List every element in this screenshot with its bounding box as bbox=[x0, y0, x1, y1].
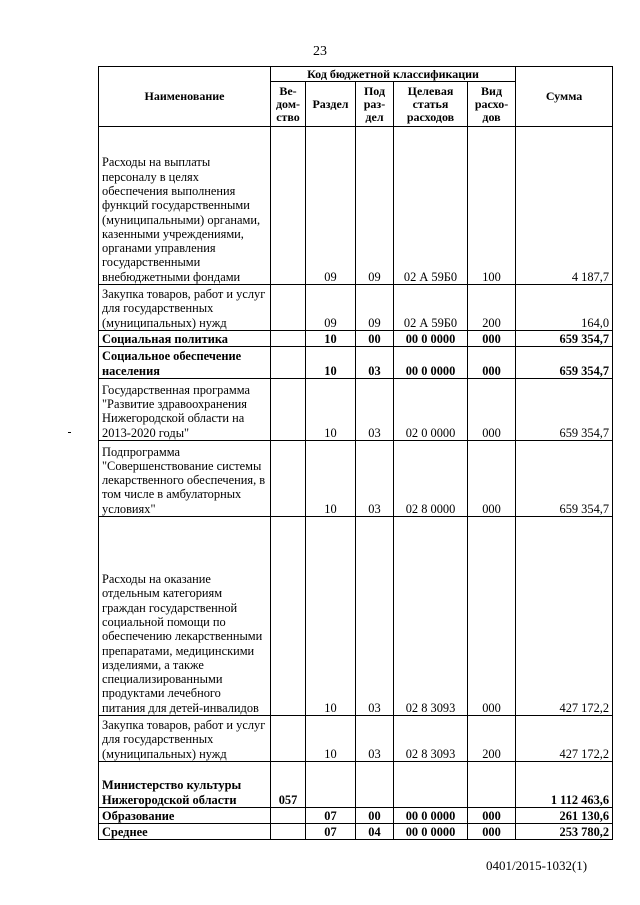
cell-sum: 261 130,6 bbox=[516, 808, 613, 824]
cell-sum: 659 354,7 bbox=[516, 379, 613, 441]
cell-sum: 1 112 463,6 bbox=[516, 762, 613, 808]
cell-expense-type: 000 bbox=[468, 331, 516, 347]
cell-expense-type: 100 bbox=[468, 127, 516, 285]
table-row bbox=[99, 441, 613, 517]
cell-section: 10 bbox=[306, 379, 356, 441]
cell-department bbox=[271, 441, 306, 517]
cell-sum: 659 354,7 bbox=[516, 331, 613, 347]
cell-subsection: 03 bbox=[356, 379, 394, 441]
cell-sum: 253 780,2 bbox=[516, 824, 613, 840]
table-body bbox=[99, 127, 613, 840]
cell-name: Социальная политика bbox=[99, 331, 271, 347]
cell-target-article: 00 0 0000 bbox=[394, 331, 468, 347]
cell-subsection: 03 bbox=[356, 716, 394, 762]
cell-name: Закупка товаров, работ и услуг для государственных (муниципальных) нужд bbox=[99, 716, 271, 762]
table-row bbox=[99, 824, 613, 840]
cell-target-article: 02 А 59Б0 bbox=[394, 285, 468, 331]
header-name: Наименование bbox=[99, 67, 271, 127]
cell-department bbox=[271, 716, 306, 762]
cell-sum: 659 354,7 bbox=[516, 347, 613, 379]
cell-target-article: 00 0 0000 bbox=[394, 347, 468, 379]
cell-subsection: 00 bbox=[356, 808, 394, 824]
cell-name: Расходы на оказание отдельным категориям граждан государственной социальной помощи по обеспечению лекарственными препаратами, медицинскими изделиями, а также специализированными продуктами лечебного питания для детей-инвалидов bbox=[99, 517, 271, 716]
cell-section: 09 bbox=[306, 285, 356, 331]
cell-expense-type: 000 bbox=[468, 808, 516, 824]
cell-target-article: 02 8 3093 bbox=[394, 517, 468, 716]
table-row bbox=[99, 716, 613, 762]
cell-name: Закупка товаров, работ и услуг для государственных (муниципальных) нужд bbox=[99, 285, 271, 331]
cell-expense-type: 000 bbox=[468, 441, 516, 517]
cell-target-article: 00 0 0000 bbox=[394, 824, 468, 840]
cell-section: 09 bbox=[306, 127, 356, 285]
cell-subsection: 03 bbox=[356, 441, 394, 517]
cell-section: 07 bbox=[306, 808, 356, 824]
cell-section: 10 bbox=[306, 347, 356, 379]
cell-subsection: 09 bbox=[356, 127, 394, 285]
cell-section: 10 bbox=[306, 517, 356, 716]
header-section: Раздел bbox=[306, 82, 356, 127]
cell-expense-type: 000 bbox=[468, 517, 516, 716]
table-row bbox=[99, 808, 613, 824]
margin-mark bbox=[68, 432, 71, 433]
cell-target-article: 02 0 0000 bbox=[394, 379, 468, 441]
cell-section: 10 bbox=[306, 441, 356, 517]
table-row bbox=[99, 762, 613, 808]
cell-expense-type bbox=[468, 762, 516, 808]
cell-subsection: 04 bbox=[356, 824, 394, 840]
cell-subsection: 00 bbox=[356, 331, 394, 347]
header-department: Ве- дом- ство bbox=[271, 82, 306, 127]
cell-target-article bbox=[394, 762, 468, 808]
table-row bbox=[99, 331, 613, 347]
cell-subsection: 03 bbox=[356, 517, 394, 716]
cell-department bbox=[271, 379, 306, 441]
table-row bbox=[99, 379, 613, 441]
budget-table bbox=[98, 66, 613, 840]
cell-target-article: 02 8 0000 bbox=[394, 441, 468, 517]
header-expense-type: Вид расхо- дов bbox=[468, 82, 516, 127]
cell-sum: 427 172,2 bbox=[516, 517, 613, 716]
header-classification-group: Код бюджетной классификации bbox=[271, 67, 516, 82]
cell-sum: 659 354,7 bbox=[516, 441, 613, 517]
header-target-article: Целевая статья расходов bbox=[394, 82, 468, 127]
cell-name: Социальное обеспечение населения bbox=[99, 347, 271, 379]
header-subsection: Под раз- дел bbox=[356, 82, 394, 127]
cell-expense-type: 000 bbox=[468, 347, 516, 379]
cell-expense-type: 200 bbox=[468, 285, 516, 331]
cell-subsection: 09 bbox=[356, 285, 394, 331]
cell-department: 057 bbox=[271, 762, 306, 808]
cell-department bbox=[271, 824, 306, 840]
document-code: 0401/2015-1032(1) bbox=[486, 858, 588, 873]
cell-sum: 427 172,2 bbox=[516, 716, 613, 762]
cell-sum: 4 187,7 bbox=[516, 127, 613, 285]
cell-expense-type: 200 bbox=[468, 716, 516, 762]
cell-expense-type: 000 bbox=[468, 824, 516, 840]
cell-target-article: 02 8 3093 bbox=[394, 716, 468, 762]
cell-department bbox=[271, 285, 306, 331]
cell-department bbox=[271, 127, 306, 285]
cell-name: Расходы на выплаты персоналу в целях обеспечения выполнения функций государственными (муниципальными) органами, казенными учреждениями, органами управления государственными внебюджетными фондами bbox=[99, 127, 271, 285]
table-row bbox=[99, 285, 613, 331]
table-row bbox=[99, 347, 613, 379]
cell-section: 10 bbox=[306, 331, 356, 347]
cell-name: Министерство культуры Нижегородской области bbox=[99, 762, 271, 808]
cell-name: Государственная программа "Развитие здравоохранения Нижегородской области на 2013-2020 годы" bbox=[99, 379, 271, 441]
cell-subsection: 03 bbox=[356, 347, 394, 379]
cell-department bbox=[271, 517, 306, 716]
table-row bbox=[99, 127, 613, 285]
cell-name: Среднее bbox=[99, 824, 271, 840]
cell-target-article: 02 А 59Б0 bbox=[394, 127, 468, 285]
cell-name: Подпрограмма "Совершенствование системы лекарственного обеспечения, в том числе в амбулаторных условиях" bbox=[99, 441, 271, 517]
cell-section: 07 bbox=[306, 824, 356, 840]
cell-target-article: 00 0 0000 bbox=[394, 808, 468, 824]
cell-sum: 164,0 bbox=[516, 285, 613, 331]
cell-expense-type: 000 bbox=[468, 379, 516, 441]
cell-department bbox=[271, 347, 306, 379]
cell-department bbox=[271, 331, 306, 347]
cell-section bbox=[306, 762, 356, 808]
table-row bbox=[99, 517, 613, 716]
page-number: 23 bbox=[313, 44, 327, 59]
cell-section: 10 bbox=[306, 716, 356, 762]
cell-subsection bbox=[356, 762, 394, 808]
header-sum: Сумма bbox=[516, 67, 613, 127]
cell-department bbox=[271, 808, 306, 824]
cell-name: Образование bbox=[99, 808, 271, 824]
